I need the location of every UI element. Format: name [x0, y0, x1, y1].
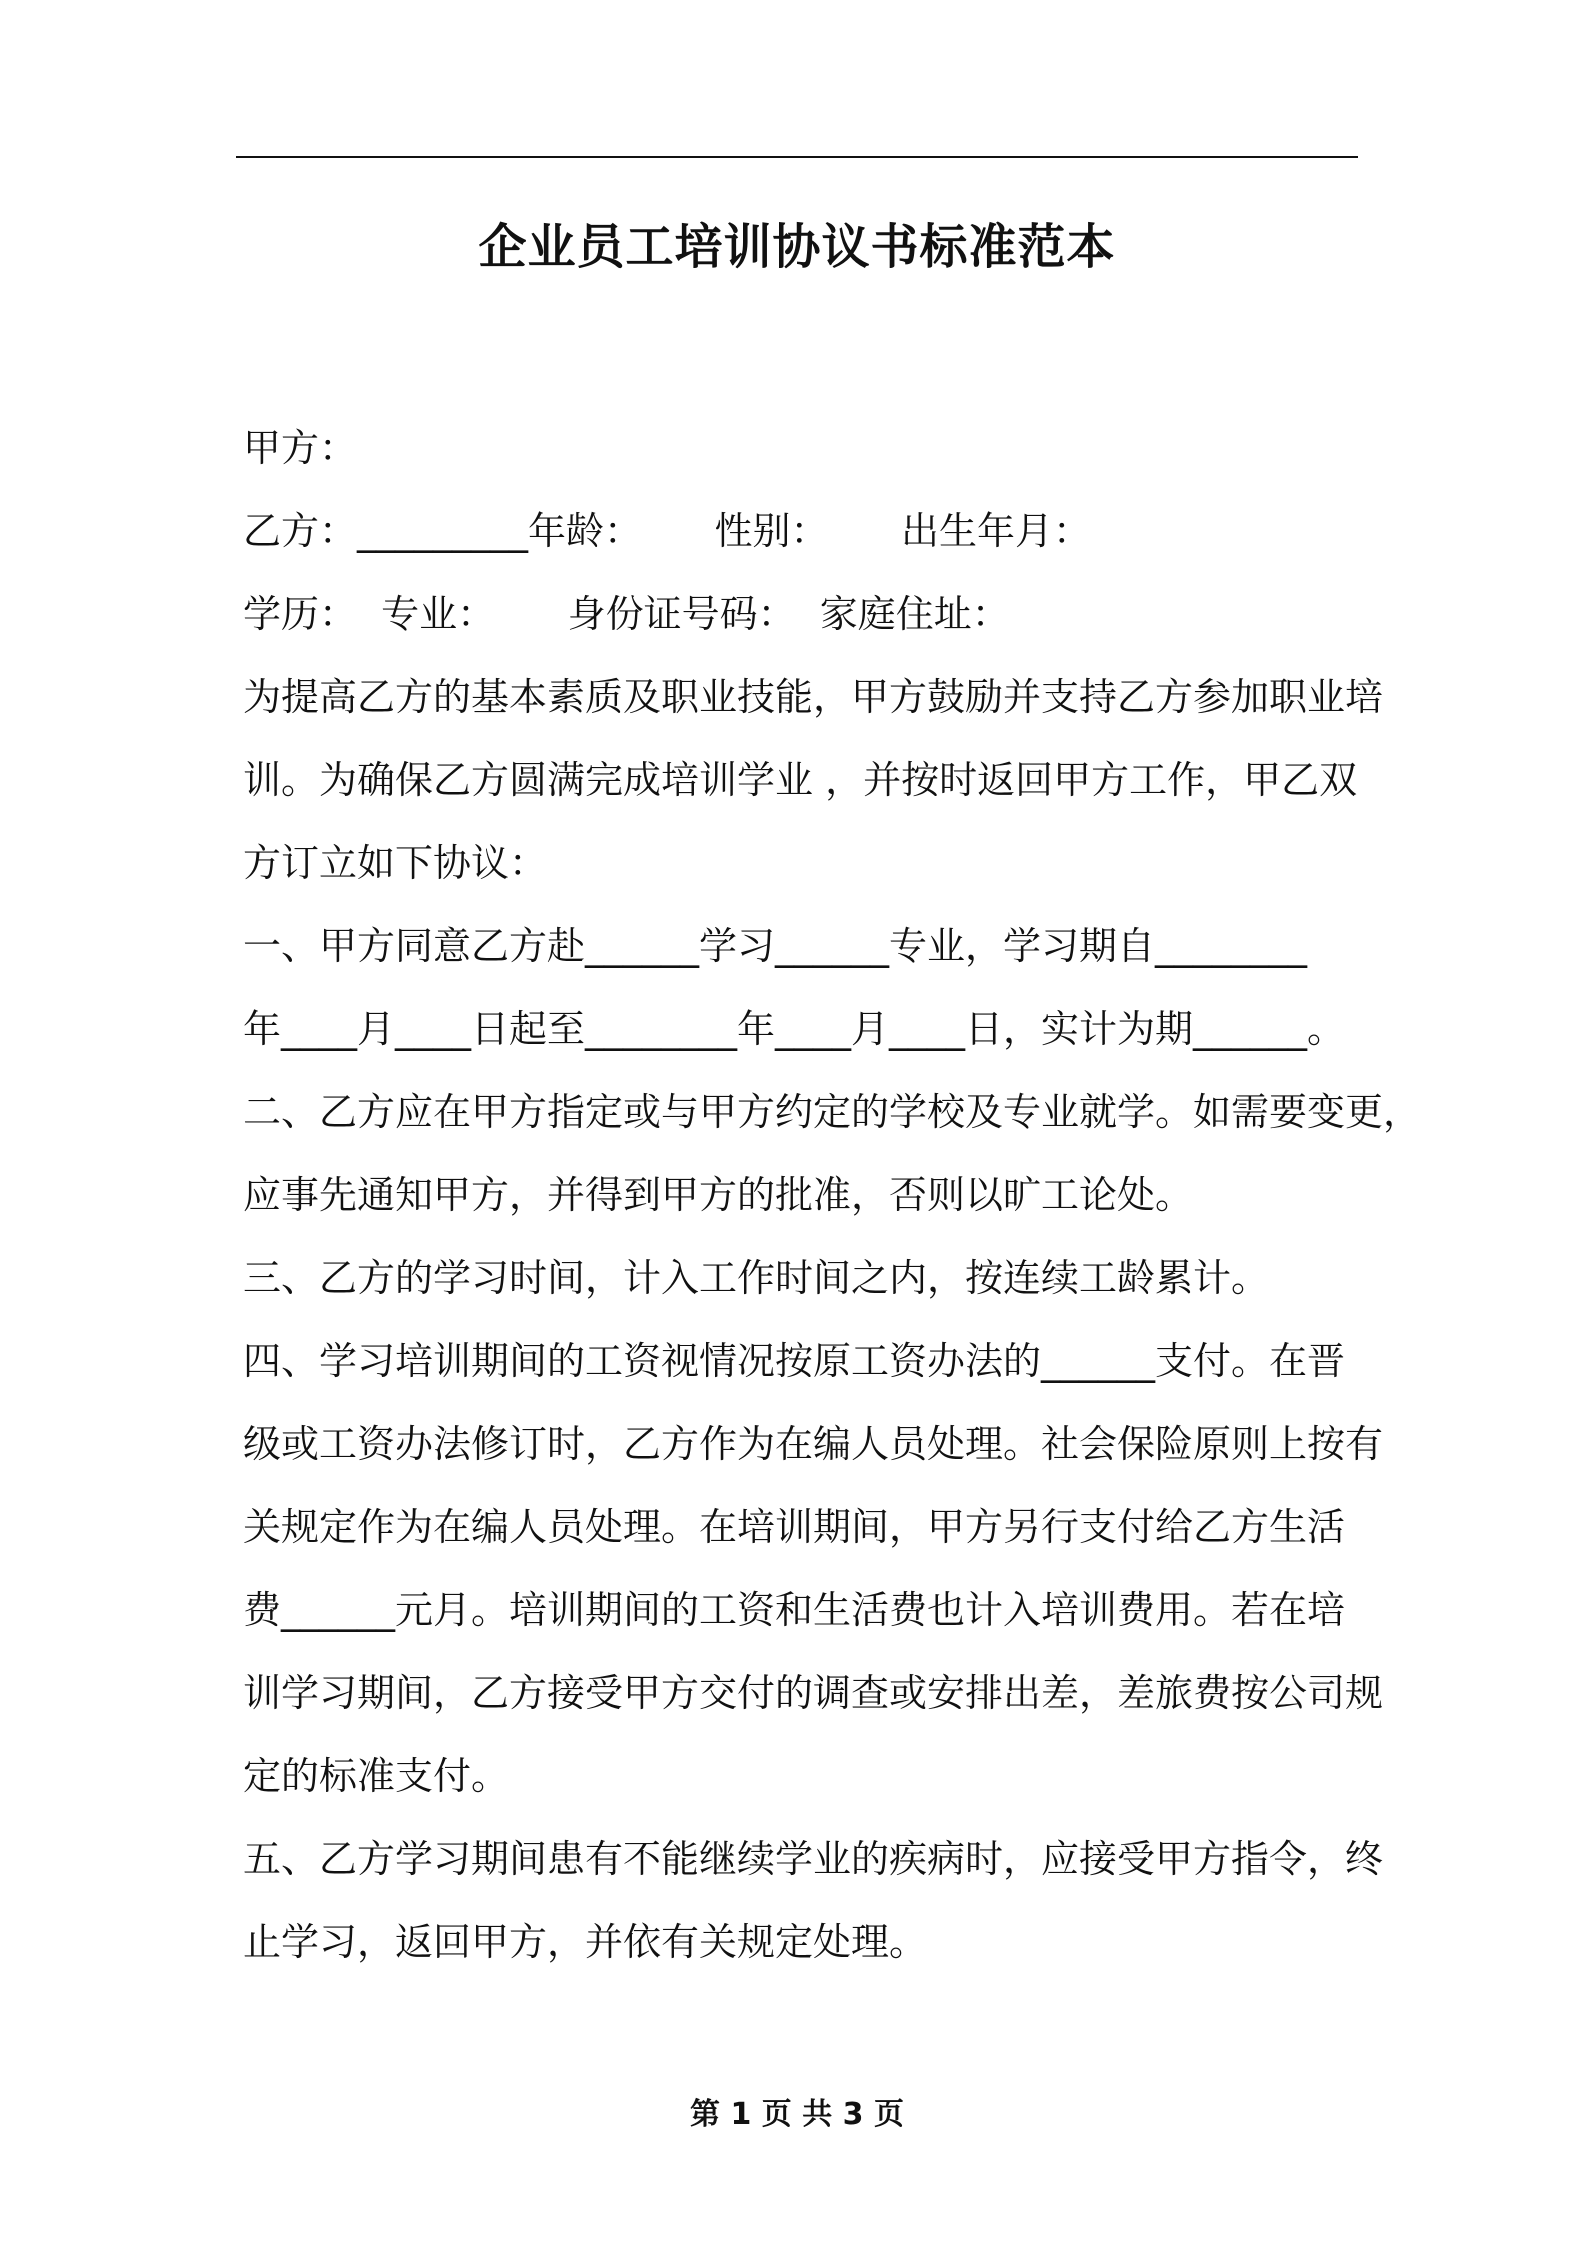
clause-2-line-1: 二、乙方应在甲方指定或与甲方约定的学校及专业就学。如需要变更，	[243, 1090, 1422, 1134]
party-a-line: 甲方：	[243, 426, 358, 470]
page-number-footer: 第 1 页 共 3 页	[690, 2097, 904, 2132]
clause-4-line-6: 定的标准支付。	[243, 1754, 510, 1798]
header-rule	[236, 156, 1358, 158]
clause-4-line-4: 费______元月。培训期间的工资和生活费也计入培训费用。若在培	[243, 1588, 1346, 1632]
clause-2-line-2: 应事先通知甲方，并得到甲方的批准，否则以旷工论处。	[243, 1173, 1194, 1217]
document-title: 企业员工培训协议书标准范本	[478, 219, 1116, 275]
party-b-line: 乙方：_________年龄： 性别： 出生年月：	[243, 509, 1091, 553]
clause-5-line-2: 止学习，返回甲方，并依有关规定处理。	[243, 1920, 928, 1964]
clause-1-line-1: 一、甲方同意乙方赴______学习______专业，学习期自________	[243, 924, 1308, 968]
education-line: 学历： 专业： 身份证号码： 家庭住址：	[243, 592, 1010, 636]
clause-4-line-3: 关规定作为在编人员处理。在培训期间，甲方另行支付给乙方生活	[243, 1505, 1346, 1549]
document-body	[243, 407, 1422, 1984]
preamble-line-1: 为提高乙方的基本素质及职业技能，甲方鼓励并支持乙方参加职业培	[243, 675, 1384, 719]
clause-3-line-1: 三、乙方的学习时间，计入工作时间之内，按连续工龄累计。	[243, 1256, 1270, 1300]
preamble-line-3: 方订立如下协议：	[243, 841, 548, 885]
preamble-line-2: 训。为确保乙方圆满完成培训学业 ，并按时返回甲方工作，甲乙双	[243, 758, 1358, 802]
clause-5-line-1: 五、乙方学习期间患有不能继续学业的疾病时，应接受甲方指令，终	[243, 1837, 1384, 1881]
clause-4-line-5: 训学习期间，乙方接受甲方交付的调查或安排出差，差旅费按公司规	[243, 1671, 1384, 1715]
clause-1-line-2: 年____月____日起至________年____月____日，实计为期______。	[243, 1007, 1346, 1051]
clause-4-line-2: 级或工资办法修订时，乙方作为在编人员处理。社会保险原则上按有	[243, 1422, 1384, 1466]
clause-4-line-1: 四、学习培训期间的工资视情况按原工资办法的______支付。在晋	[243, 1339, 1346, 1383]
